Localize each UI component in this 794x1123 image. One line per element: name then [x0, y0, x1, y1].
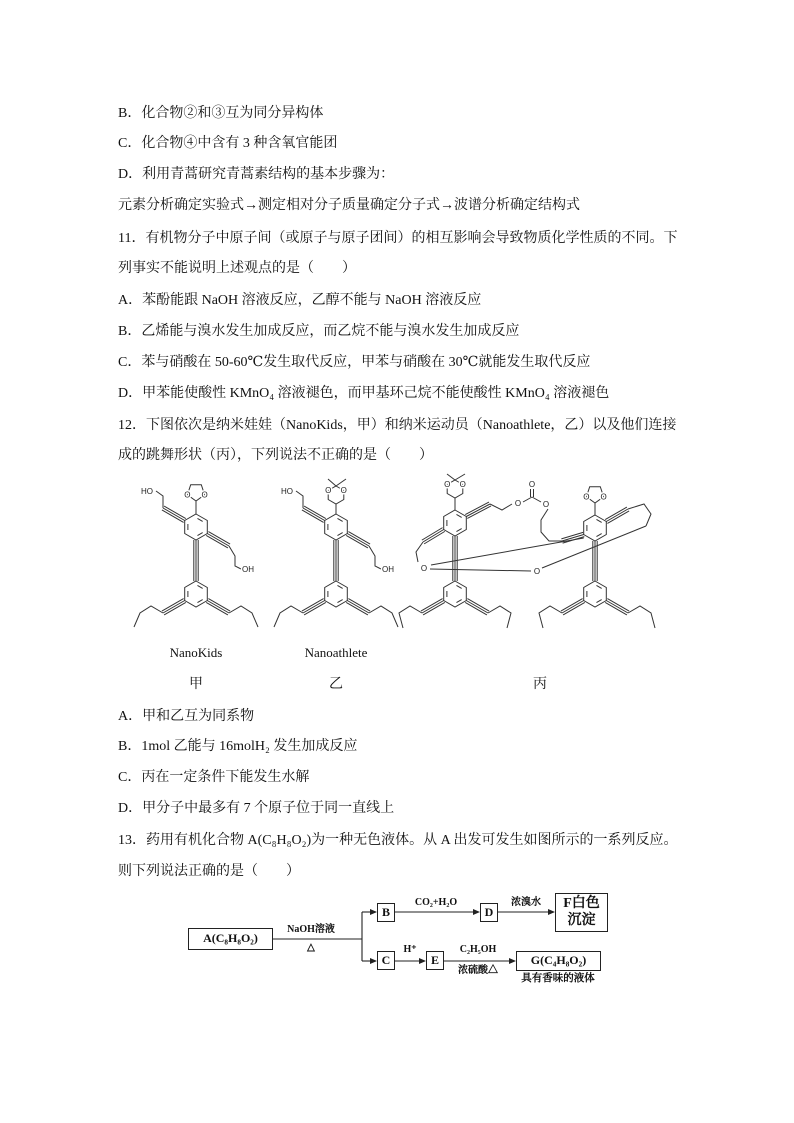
triple-bond-line: [563, 602, 585, 615]
triple-bond-line: [302, 510, 324, 522]
triple-bond-line: [348, 599, 370, 612]
alkyl-chain: [296, 491, 303, 508]
caption-yi: 乙: [329, 677, 343, 692]
ring-double-bond: [596, 519, 601, 522]
q12-option-a: A．甲和乙互为同系物: [118, 709, 255, 724]
reagent-naoh: NaOH溶液: [287, 924, 335, 935]
ring-double-bond: [337, 585, 342, 588]
alkyl-chain: [229, 546, 241, 569]
q10-option-c: C．化合物④中含有 3 种含氧官能团: [118, 136, 338, 151]
triple-bond: [453, 536, 457, 581]
oxygen-label: O: [528, 480, 536, 489]
triple-bond-line: [208, 599, 230, 612]
triple-bond-line: [163, 508, 185, 521]
dancing-structure: [399, 474, 655, 628]
benzene-ring: [185, 581, 208, 607]
triple-bond: [206, 599, 230, 615]
reagent-co2-water: CO₂+H₂O: [414, 897, 458, 908]
triple-bond-line: [206, 602, 228, 615]
triple-bond-line: [422, 601, 444, 614]
reagent-ethanol: C₂H₅OH: [459, 944, 497, 955]
alkyl-chain: [369, 546, 381, 569]
q12-stem-line-1: 12．下图依次是纳米娃娃（NanoKids，甲）和纳米运动员（Nanoathlete，乙）以及他们连接: [118, 418, 677, 433]
triple-bond-line: [424, 531, 445, 544]
triple-bond-line: [605, 602, 627, 615]
ring-double-bond: [456, 514, 461, 517]
triple-bond-line: [606, 509, 628, 522]
triple-bond-line: [561, 599, 583, 612]
oxygen-label: O: [533, 567, 541, 576]
benzene-ring: [325, 581, 348, 607]
caption-bing: 丙: [533, 677, 547, 692]
hydroxyl-label: OH: [382, 565, 394, 574]
oxygen-label: O: [325, 486, 332, 495]
ring-double-bond: [337, 533, 342, 536]
triple-bond-line: [465, 502, 489, 515]
alkyl-chain: [229, 606, 258, 627]
q10-option-d-steps: 元素分析确定实验式→测定相对分子质量确定分子式→波谱分析确定结构式: [118, 198, 580, 213]
triple-bond-line: [421, 599, 443, 612]
ring-double-bond: [197, 600, 202, 603]
triple-bond-line: [562, 601, 584, 614]
triple-bond-line: [423, 602, 445, 615]
triple-bond-line: [163, 601, 185, 614]
q12-option-c: C．丙在一定条件下能发生水解: [118, 770, 310, 785]
triple-bond-line: [346, 602, 368, 615]
ring-double-bond: [596, 600, 601, 603]
triple-bond-line: [347, 601, 369, 614]
triple-bond: [465, 502, 491, 518]
triple-bond: [162, 506, 186, 522]
ring-double-bond: [456, 600, 461, 603]
triple-bond-line: [422, 528, 443, 541]
q11-option-c: C．苯与硝酸在 50-60℃发生取代反应，甲苯与硝酸在 30℃就能发生取代反应: [118, 355, 591, 370]
ring-double-bond: [337, 600, 342, 603]
carbonate-bond: [523, 497, 532, 502]
triple-bond: [206, 532, 230, 548]
compound-d-box: D: [480, 903, 498, 922]
alkyl-chain: [274, 606, 303, 627]
triple-bond: [194, 540, 198, 581]
ring-double-bond: [596, 585, 601, 588]
nanoathlete-structure: [274, 479, 398, 627]
compound-g-box: G(C₄H₈O₂): [516, 951, 601, 971]
ring-double-bond: [456, 529, 461, 532]
oxygen-label: O: [459, 480, 466, 489]
alkyl-chain: [369, 606, 398, 627]
alkyl-chain: [399, 606, 422, 628]
linking-chain: [430, 569, 531, 571]
triple-bond-line: [207, 534, 229, 547]
triple-bond-line: [303, 508, 325, 521]
q12-option-d: D．甲分子中最多有 7 个原子位于同一直线上: [118, 801, 395, 816]
triple-bond: [346, 599, 370, 615]
compound-g-note: 具有香味的液体: [521, 973, 595, 984]
reagent-acid-h: H⁺: [403, 944, 417, 955]
triple-bond-line: [467, 506, 491, 519]
q12-option-b: B．1mol 乙能与 16molH₂ 发生加成反应: [118, 739, 358, 754]
triple-bond: [605, 507, 629, 523]
triple-bond-line: [423, 530, 444, 543]
triple-bond: [334, 540, 338, 581]
oxygen-label: O: [514, 499, 522, 508]
alkyl-chain: [541, 509, 562, 541]
compound-b-box: B: [377, 903, 395, 922]
triple-bond: [346, 532, 370, 548]
compound-a-box: A(C₈H₈O₂): [188, 928, 273, 950]
triple-bond: [465, 599, 489, 615]
triple-bond-line: [465, 602, 487, 615]
triple-bond-line: [304, 506, 326, 519]
triple-bond-line: [605, 507, 627, 520]
triple-bond-line: [347, 534, 369, 547]
q11-stem-line-1: 11．有机物分子中原子间（或原子与原子团间）的相互影响会导致物质化学性质的不同。下: [118, 231, 678, 246]
triple-bond: [605, 599, 629, 615]
triple-bond-line: [466, 504, 490, 517]
molecule-figure: [100, 470, 700, 640]
triple-bond: [162, 599, 186, 615]
triple-bond-line: [303, 601, 325, 614]
benzene-ring: [444, 581, 467, 607]
compound-e-box: E: [426, 951, 444, 970]
hydroxyl-label: OH: [242, 565, 254, 574]
ring-double-bond: [596, 534, 601, 537]
caption-jia: 甲: [189, 677, 203, 692]
triple-bond: [421, 599, 445, 615]
hydroxyl-label: HO: [141, 487, 153, 496]
triple-bond-line: [206, 535, 228, 548]
benzene-ring: [325, 514, 348, 540]
nanokids-structure: [134, 485, 258, 627]
ring-double-bond: [197, 518, 202, 521]
benzene-ring: [584, 581, 607, 607]
oxygen-label: O: [444, 480, 451, 489]
alkyl-chain: [628, 606, 655, 628]
alkyl-chain: [490, 504, 512, 510]
benzene-ring: [185, 514, 208, 540]
alkyl-chain: [416, 542, 423, 562]
q12-stem-line-2: 成的跳舞形状（丙），下列说法不正确的是（ ）: [118, 448, 433, 463]
compound-c-box: C: [377, 951, 395, 970]
hydroxyl-label: HO: [281, 487, 293, 496]
triple-bond: [422, 528, 445, 544]
triple-bond-line: [164, 602, 186, 615]
carbonate-bond: [532, 497, 541, 502]
oxygen-label: O: [583, 492, 590, 502]
condition-conc-sulfuric: 浓硫酸△: [458, 965, 498, 976]
compound-f-label: F白色: [563, 896, 600, 911]
triple-bond-line: [207, 601, 229, 614]
q13-stem-line-2: 则下列说法正确的是（ ）: [118, 864, 300, 879]
alkyl-chain: [488, 606, 511, 628]
methyl-bond: [336, 479, 346, 486]
alkyl-chain: [134, 606, 163, 627]
benzene-ring: [444, 510, 467, 536]
triple-bond-line: [346, 535, 368, 548]
compound-f-precipitate: 沉淀: [567, 913, 596, 928]
triple-bond-line: [606, 601, 628, 614]
q10-option-b: B．化合物②和③互为同分异构体: [118, 106, 324, 121]
benzene-ring: [584, 515, 607, 541]
triple-bond: [302, 506, 326, 522]
q10-option-d: D．利用青蒿研究青蒿素结构的基本步骤为：: [118, 167, 395, 182]
nanokids-name: NanoKids: [169, 645, 223, 660]
triple-bond-line: [466, 601, 488, 614]
triple-bond-line: [162, 510, 184, 522]
triple-bond-line: [607, 599, 629, 612]
triple-bond-line: [304, 602, 326, 615]
nanoathlete-name: Nanoathlete: [304, 645, 368, 660]
alkyl-chain: [156, 491, 163, 508]
triple-bond-line: [164, 506, 186, 519]
oxygen-label: O: [420, 564, 428, 573]
oxygen-label: O: [600, 492, 607, 502]
alkyl-chain: [628, 504, 651, 526]
q13-stem-line-1: 13．药用有机化合物 A(C₈H₈O₂)为一种无色液体。从 A 出发可发生如图所示的一系列反应。: [118, 833, 678, 848]
heat-symbol: △: [307, 942, 315, 953]
reagent-bromine-water: 浓溴水: [511, 897, 541, 908]
triple-bond-line: [467, 599, 489, 612]
triple-bond: [302, 599, 326, 615]
ring-double-bond: [456, 585, 461, 588]
oxygen-label: O: [201, 490, 208, 500]
methyl-bond: [328, 479, 336, 486]
ring-double-bond: [337, 518, 342, 521]
triple-bond-line: [208, 532, 230, 545]
triple-bond-line: [162, 599, 184, 612]
alkyl-chain: [539, 606, 562, 628]
linking-chain: [542, 526, 646, 568]
q11-option-a: A．苯酚能跟 NaOH 溶液反应，乙醇不能与 NaOH 溶液反应: [118, 293, 482, 308]
triple-bond-line: [348, 532, 370, 545]
oxygen-label: O: [184, 490, 191, 500]
q11-stem-line-2: 列事实不能说明上述观点的是（ ）: [118, 261, 356, 276]
triple-bond: [561, 599, 585, 615]
oxygen-label: O: [542, 500, 550, 509]
q11-option-b: B．乙烯能与溴水发生加成反应，而乙烷不能与溴水发生加成反应: [118, 324, 520, 339]
triple-bond-line: [302, 599, 324, 612]
ring-double-bond: [197, 585, 202, 588]
oxygen-label: O: [340, 486, 347, 495]
triple-bond-line: [607, 511, 629, 523]
q11-option-d: D．甲苯能使酸性 KMnO₄ 溶液褪色，而甲基环己烷不能使酸性 KMnO₄ 溶液褪色: [118, 386, 610, 401]
linking-chain: [431, 538, 584, 565]
ring-double-bond: [197, 533, 202, 536]
compound-f-box: [555, 893, 608, 932]
